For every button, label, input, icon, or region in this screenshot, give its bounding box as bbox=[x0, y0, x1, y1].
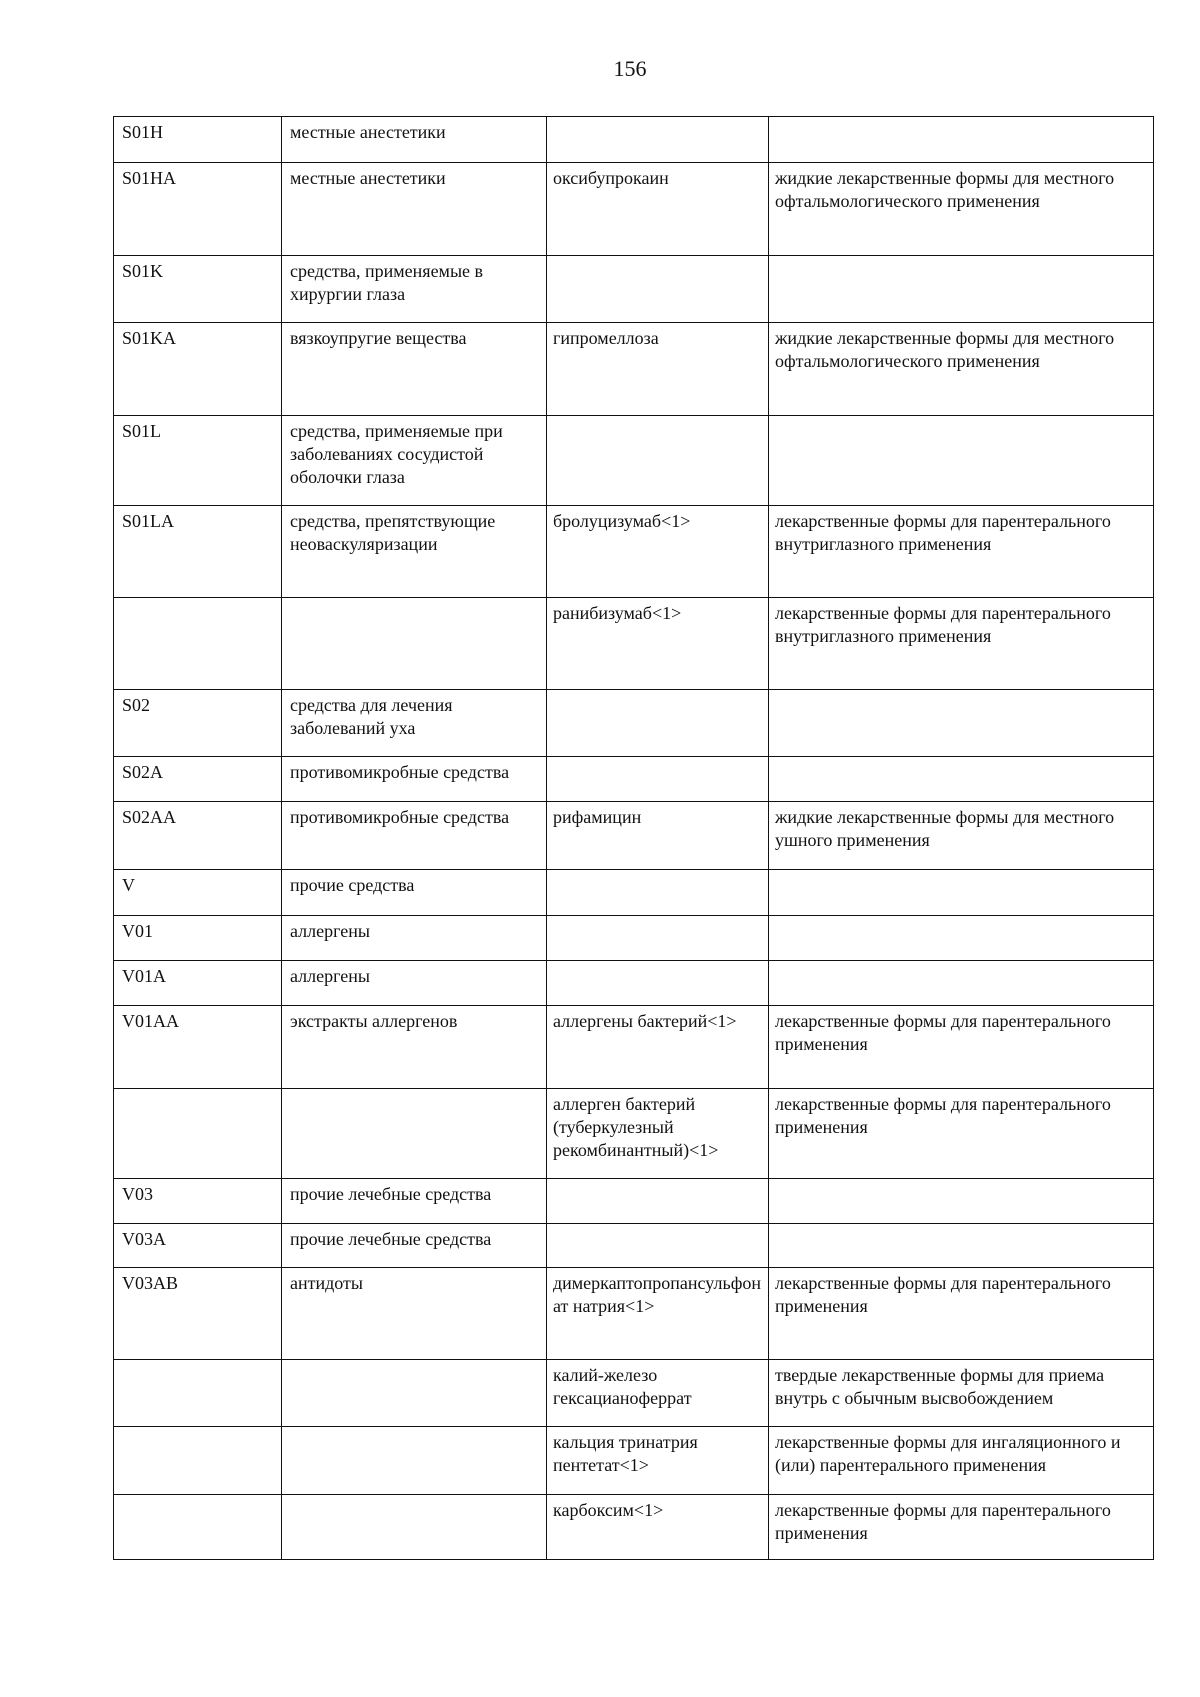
table-row bbox=[114, 416, 1154, 506]
table-row bbox=[114, 690, 1154, 757]
atc-code-cell: S02 bbox=[114, 690, 282, 757]
table-row bbox=[114, 1224, 1154, 1268]
group-name-cell: местные анестетики bbox=[282, 117, 547, 163]
atc-code-cell: S01HA bbox=[114, 163, 282, 256]
group-name-cell bbox=[282, 1427, 547, 1495]
table-row bbox=[114, 870, 1154, 916]
table-row bbox=[114, 1268, 1154, 1360]
drug-name-cell: аллерген бактерий (туберкулезный рекомбинантный)<1> bbox=[547, 1089, 769, 1179]
dosage-form-cell: лекарственные формы для парентерального применения bbox=[769, 1268, 1154, 1360]
dosage-form-cell bbox=[769, 757, 1154, 802]
dosage-form-cell: лекарственные формы для парентерального внутриглазного применения bbox=[769, 598, 1154, 690]
group-name-cell: местные анестетики bbox=[282, 163, 547, 256]
dosage-form-cell: лекарственные формы для парентерального применения bbox=[769, 1089, 1154, 1179]
group-name-cell: антидоты bbox=[282, 1268, 547, 1360]
table-row bbox=[114, 256, 1154, 323]
drug-name-cell bbox=[547, 690, 769, 757]
dosage-form-cell bbox=[769, 416, 1154, 506]
dosage-form-cell bbox=[769, 256, 1154, 323]
group-name-cell: средства, применяемые в хирургии глаза bbox=[282, 256, 547, 323]
atc-code-cell: S02A bbox=[114, 757, 282, 802]
atc-code-cell bbox=[114, 1360, 282, 1427]
group-name-cell: вязкоупругие вещества bbox=[282, 323, 547, 416]
group-name-cell: прочие средства bbox=[282, 870, 547, 916]
dosage-form-cell: лекарственные формы для ингаляционного и (или) парентерального применения bbox=[769, 1427, 1154, 1495]
atc-code-cell: S02AA bbox=[114, 802, 282, 870]
dosage-form-cell: лекарственные формы для парентерального применения bbox=[769, 1006, 1154, 1089]
atc-code-cell bbox=[114, 1495, 282, 1560]
drug-name-cell bbox=[547, 916, 769, 961]
atc-code-cell: V01 bbox=[114, 916, 282, 961]
group-name-cell bbox=[282, 598, 547, 690]
atc-code-cell bbox=[114, 1427, 282, 1495]
atc-code-cell: V03AB bbox=[114, 1268, 282, 1360]
group-name-cell: экстракты аллергенов bbox=[282, 1006, 547, 1089]
atc-code-cell bbox=[114, 1089, 282, 1179]
group-name-cell: противомикробные средства bbox=[282, 757, 547, 802]
page-number: 156 bbox=[613, 56, 647, 81]
dosage-form-cell: лекарственные формы для парентерального внутриглазного применения bbox=[769, 506, 1154, 598]
group-name-cell: противомикробные средства bbox=[282, 802, 547, 870]
table-row bbox=[114, 916, 1154, 961]
atc-code-cell: S01K bbox=[114, 256, 282, 323]
atc-code-cell: V bbox=[114, 870, 282, 916]
table-row bbox=[114, 117, 1154, 163]
table-row bbox=[114, 323, 1154, 416]
group-name-cell: средства для лечения заболеваний уха bbox=[282, 690, 547, 757]
dosage-form-cell: жидкие лекарственные формы для местного офтальмологического применения bbox=[769, 163, 1154, 256]
dosage-form-cell: лекарственные формы для парентерального применения bbox=[769, 1495, 1154, 1560]
drug-name-cell bbox=[547, 961, 769, 1006]
group-name-cell: средства, препятствующие неоваскуляризации bbox=[282, 506, 547, 598]
table-row bbox=[114, 506, 1154, 598]
drug-name-cell: димеркаптопропансульфонат натрия<1> bbox=[547, 1268, 769, 1360]
drug-name-cell: рифамицин bbox=[547, 802, 769, 870]
group-name-cell bbox=[282, 1360, 547, 1427]
atc-code-cell: V01A bbox=[114, 961, 282, 1006]
dosage-form-cell bbox=[769, 690, 1154, 757]
drug-classification-table bbox=[113, 116, 1154, 1560]
atc-code-cell: S01LA bbox=[114, 506, 282, 598]
table-row bbox=[114, 1089, 1154, 1179]
dosage-form-cell bbox=[769, 117, 1154, 163]
table-body bbox=[114, 117, 1154, 1560]
atc-code-cell: S01KA bbox=[114, 323, 282, 416]
drug-name-cell: оксибупрокаин bbox=[547, 163, 769, 256]
drug-name-cell: калий-железо гексацианоферрат bbox=[547, 1360, 769, 1427]
dosage-form-cell: твердые лекарственные формы для приема внутрь с обычным высвобождением bbox=[769, 1360, 1154, 1427]
drug-name-cell bbox=[547, 1224, 769, 1268]
group-name-cell: аллергены bbox=[282, 916, 547, 961]
table-row bbox=[114, 598, 1154, 690]
dosage-form-cell bbox=[769, 916, 1154, 961]
table-row bbox=[114, 1006, 1154, 1089]
atc-code-cell: V03A bbox=[114, 1224, 282, 1268]
drug-name-cell: гипромеллоза bbox=[547, 323, 769, 416]
dosage-form-cell: жидкие лекарственные формы для местного ушного применения bbox=[769, 802, 1154, 870]
drug-name-cell: аллергены бактерий<1> bbox=[547, 1006, 769, 1089]
drug-name-cell: кальция тринатрия пентетат<1> bbox=[547, 1427, 769, 1495]
group-name-cell: прочие лечебные средства bbox=[282, 1224, 547, 1268]
table-row bbox=[114, 1179, 1154, 1224]
drug-name-cell: ранибизумаб<1> bbox=[547, 598, 769, 690]
drug-name-cell bbox=[547, 416, 769, 506]
table-row bbox=[114, 802, 1154, 870]
table-row bbox=[114, 961, 1154, 1006]
dosage-form-cell: жидкие лекарственные формы для местного офтальмологического применения bbox=[769, 323, 1154, 416]
atc-code-cell bbox=[114, 598, 282, 690]
group-name-cell: аллергены bbox=[282, 961, 547, 1006]
drug-name-cell: карбоксим<1> bbox=[547, 1495, 769, 1560]
group-name-cell bbox=[282, 1495, 547, 1560]
dosage-form-cell bbox=[769, 1224, 1154, 1268]
table-row bbox=[114, 1495, 1154, 1560]
atc-code-cell: V03 bbox=[114, 1179, 282, 1224]
group-name-cell: средства, применяемые при заболеваниях сосудистой оболочки глаза bbox=[282, 416, 547, 506]
atc-code-cell: V01AA bbox=[114, 1006, 282, 1089]
table-row bbox=[114, 757, 1154, 802]
drug-name-cell bbox=[547, 870, 769, 916]
group-name-cell: прочие лечебные средства bbox=[282, 1179, 547, 1224]
atc-code-cell: S01H bbox=[114, 117, 282, 163]
table-row bbox=[114, 1427, 1154, 1495]
atc-code-cell: S01L bbox=[114, 416, 282, 506]
dosage-form-cell bbox=[769, 870, 1154, 916]
drug-name-cell bbox=[547, 117, 769, 163]
dosage-form-cell bbox=[769, 1179, 1154, 1224]
table-row bbox=[114, 163, 1154, 256]
drug-name-cell bbox=[547, 256, 769, 323]
group-name-cell bbox=[282, 1089, 547, 1179]
table-row bbox=[114, 1360, 1154, 1427]
drug-name-cell: бролуцизумаб<1> bbox=[547, 506, 769, 598]
drug-name-cell bbox=[547, 757, 769, 802]
dosage-form-cell bbox=[769, 961, 1154, 1006]
drug-name-cell bbox=[547, 1179, 769, 1224]
